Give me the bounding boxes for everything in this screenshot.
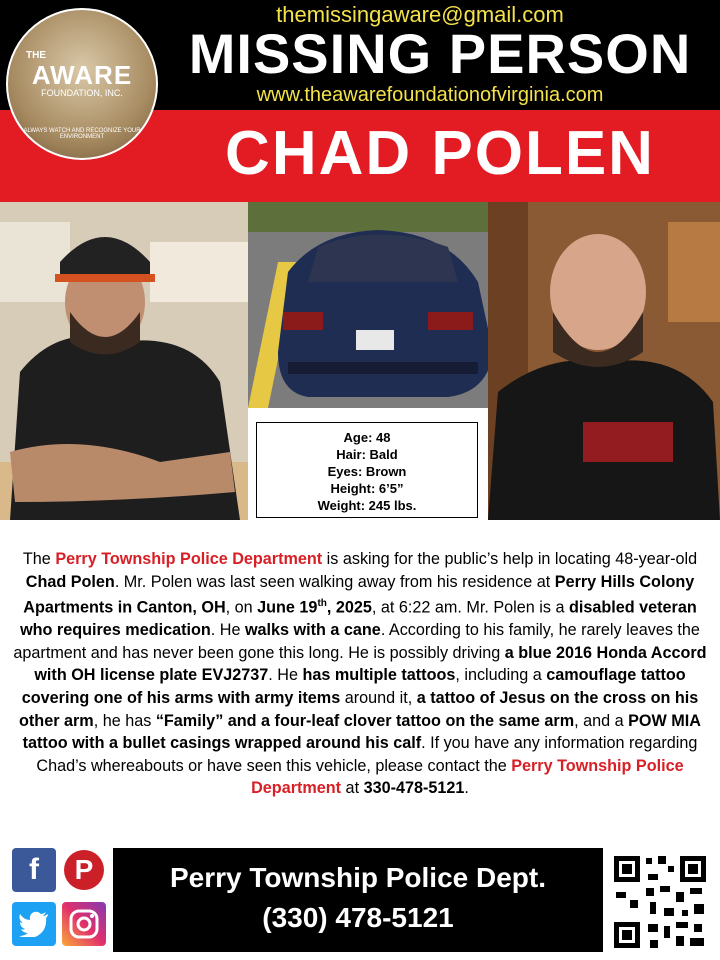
tattoos-note: has multiple tattoos: [302, 666, 456, 685]
camo-tattoo: camouflage tattoo covering one of his arms with army items: [21, 666, 686, 707]
logo-the: THE: [26, 50, 46, 61]
family-tattoo: “Family” and a four-leaf clover tattoo on the same arm: [155, 711, 575, 730]
agency-phone: (330) 478-5121: [262, 902, 454, 933]
photo-person-bald: [488, 202, 720, 520]
pinterest-glyph: P: [64, 850, 104, 890]
text-run: , including a: [455, 666, 547, 685]
logo-foundation: FOUNDATION, INC.: [41, 88, 123, 98]
eyes-stat: Eyes: Brown: [327, 464, 407, 479]
text-run: . Mr. Polen was last seen walking away from his residence at: [114, 572, 555, 591]
qr-code[interactable]: [610, 852, 710, 952]
poster-title: MISSING PERSON: [188, 22, 692, 85]
text-run: , at 6:22 am. Mr. Polen is a: [371, 598, 569, 617]
agency-name: Perry Township Police Dept.: [169, 862, 546, 893]
contact-email: themissingaware@gmail.com: [276, 2, 564, 27]
contact-phone-inline: 330-478-5121: [363, 779, 465, 798]
physical-description-box: [256, 422, 478, 518]
logo-aware: AWARE: [31, 60, 133, 90]
text-run: is asking for the public’s help in locating 48-year-old: [322, 550, 698, 568]
text-run: . He: [268, 666, 303, 685]
text-run: . According to his family, he rarely leaves the apartment and has never been gone this long. He is possibly driving: [13, 621, 700, 662]
website-url: www.theawarefoundationofvirginia.com: [256, 84, 604, 106]
text-run: , and a: [574, 711, 629, 730]
date-suffix: th: [317, 598, 327, 610]
height-stat: Height: 6’5”: [330, 481, 404, 496]
weight-stat: Weight: 245 lbs.: [317, 498, 417, 513]
mobility-note: walks with a cane: [244, 621, 381, 640]
text-run: . He: [210, 621, 245, 640]
pow-tattoo: POW MIA tattoo with a bullet casings wrapped around his calf: [22, 711, 701, 753]
missing-person-name: CHAD POLEN: [225, 119, 655, 188]
description-paragraph: [6, 548, 714, 800]
age-stat: Age: 48: [343, 430, 391, 445]
aware-foundation-logo: [6, 8, 158, 160]
text-run: . If you have any information regarding Chad’s whereabouts or have seen this vehicle, please contact the: [36, 734, 698, 775]
photo-person-cap: [0, 202, 248, 520]
police-dept-link: Perry Township Police Department: [55, 550, 323, 568]
facebook-icon[interactable]: [12, 848, 56, 892]
pinterest-icon[interactable]: [62, 848, 106, 892]
police-contact-box: [113, 848, 603, 952]
last-seen-location: Perry Hills Colony Apartments in Canton, OH: [23, 572, 695, 617]
person-name: Chad Polen: [25, 572, 115, 591]
text-run: , he has: [93, 711, 156, 730]
social-icons: [12, 848, 108, 948]
photo-vehicle: [248, 202, 504, 408]
date-year: , 2025: [326, 598, 372, 617]
logo-tagline: ALWAYS WATCH AND RECOGNIZE YOUR ENVIRONMENT: [23, 128, 141, 140]
text-run: at: [341, 779, 364, 798]
text-run: .: [464, 779, 469, 798]
text-run: The: [22, 550, 56, 568]
police-dept-link-2: Perry Township Police Department: [251, 756, 684, 798]
twitter-icon[interactable]: [12, 902, 56, 946]
vehicle-description: a blue 2016 Honda Accord with OH license plate EVJ2737: [34, 643, 707, 685]
text-run: around it,: [340, 688, 417, 707]
facebook-glyph: f: [29, 853, 39, 886]
medical-note: disabled veteran who requires medication: [20, 598, 697, 640]
text-run: , on: [225, 598, 258, 617]
instagram-icon[interactable]: [62, 902, 106, 946]
date-month-day: June 19: [257, 598, 318, 617]
jesus-tattoo: a tattoo of Jesus on the cross on his other arm: [19, 688, 699, 730]
hair-stat: Hair: Bald: [336, 447, 398, 462]
